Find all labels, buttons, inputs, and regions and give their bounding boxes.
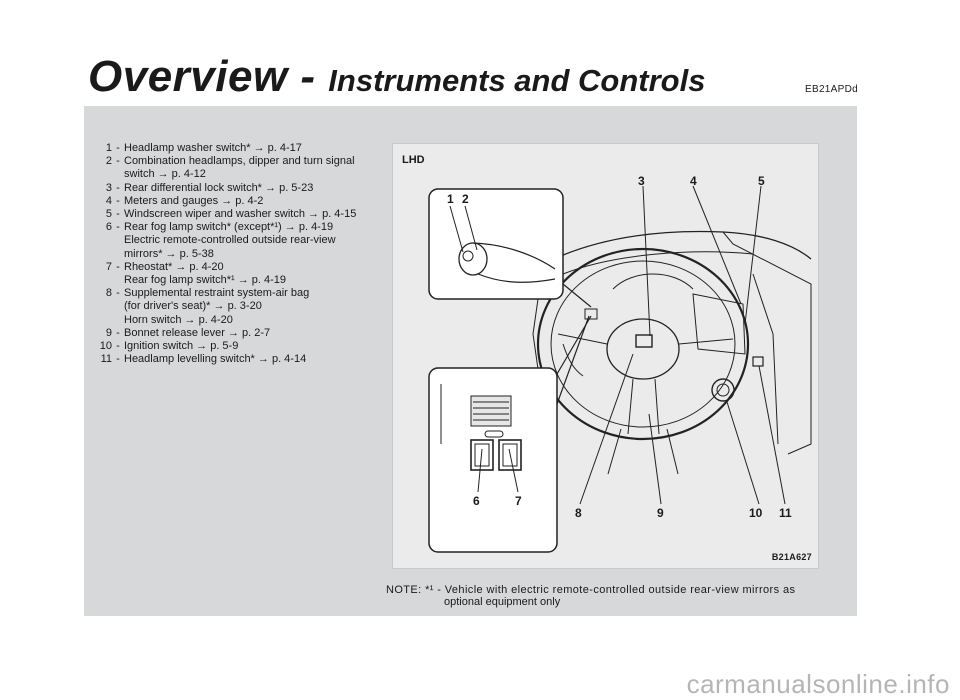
- list-item-text: [124, 195, 376, 208]
- list-item-line: Headlamp washer switch* → p. 4-17: [124, 142, 302, 154]
- callout-4: 4: [690, 174, 697, 188]
- callout-11: 11: [779, 506, 792, 520]
- figure-variant-label: LHD: [402, 154, 425, 166]
- list-item-text: [124, 340, 376, 353]
- list-item-number: 10: [99, 340, 112, 353]
- figure-code: B21A627: [771, 552, 812, 562]
- callout-9: 9: [657, 506, 664, 520]
- callout-8: 8: [575, 506, 582, 520]
- callout-1: 1: [447, 192, 454, 206]
- list-item-separator: -: [116, 221, 120, 234]
- list-item-separator: -: [116, 142, 120, 154]
- note: [386, 584, 846, 608]
- list-item: [90, 340, 376, 353]
- content-panel: [84, 106, 857, 616]
- list-item: [90, 261, 376, 287]
- list-item-text: [124, 221, 376, 261]
- list-item-number: 1: [105, 142, 112, 154]
- list-item-line: Rear fog lamp switch* (except*¹) → p. 4-19: [124, 221, 334, 234]
- list-item-number: 9: [105, 326, 112, 339]
- list-item-separator: -: [116, 353, 120, 366]
- callout-7: 7: [515, 494, 522, 508]
- list-item-text: [124, 353, 376, 366]
- list-item: [90, 221, 376, 261]
- item-list: [90, 142, 376, 366]
- list-item-line: Ignition switch → p. 5-9: [124, 340, 239, 353]
- note-line-1: NOTE: *¹ - Vehicle with electric remote-controlled outside rear-view mirrors as: [386, 584, 796, 596]
- page-title-main: Overview -: [88, 52, 329, 101]
- list-item: [90, 142, 376, 155]
- list-item-text: [124, 327, 376, 340]
- list-item-number: 2: [105, 155, 112, 168]
- list-item: [90, 287, 376, 327]
- list-item-number: 6: [105, 221, 112, 234]
- callout-10: 10: [749, 506, 763, 520]
- callout-3: 3: [638, 174, 645, 188]
- list-item-line: Rear fog lamp switch*¹ → p. 4-19: [124, 274, 287, 287]
- list-item-number: 5: [105, 208, 112, 221]
- list-item-line: switch → p. 4-12: [124, 168, 206, 181]
- list-item-text: [124, 208, 376, 221]
- callout-5: 5: [758, 174, 765, 188]
- list-item-separator: -: [116, 287, 120, 300]
- list-item-text: [124, 155, 376, 181]
- note-line-2: optional equipment only: [444, 596, 561, 608]
- list-item-text: [124, 261, 376, 287]
- list-item: [90, 195, 376, 208]
- list-item: [90, 327, 376, 340]
- list-item-line: Horn switch → p. 4-20: [124, 313, 233, 326]
- document-code: EB21APDd: [805, 84, 858, 95]
- dashboard-figure: [392, 143, 819, 569]
- list-item-line: Bonnet release lever → p. 2-7: [124, 326, 271, 339]
- list-item-separator: -: [116, 194, 120, 207]
- list-item-line: Windscreen wiper and washer switch → p. 4-15: [124, 208, 357, 221]
- list-item-number: 4: [105, 194, 112, 207]
- list-item-separator: -: [116, 326, 120, 339]
- list-item-line: Electric remote-controlled outside rear-view: [124, 234, 336, 247]
- list-item-separator: -: [116, 155, 120, 168]
- list-item-number: 3: [105, 181, 112, 194]
- list-item: [90, 353, 376, 366]
- list-item-separator: -: [116, 340, 120, 353]
- list-item-number: 8: [105, 287, 112, 300]
- list-item-line: Rear differential lock switch* → p. 5-23: [124, 181, 314, 194]
- list-item-line: Meters and gauges → p. 4-2: [124, 194, 264, 207]
- list-item-line: Rheostat* → p. 4-20: [124, 260, 224, 273]
- list-item-text: [124, 287, 376, 327]
- list-item-line: Combination headlamps, dipper and turn signal: [124, 155, 355, 168]
- list-item-line: (for driver's seat)* → p. 3-20: [124, 300, 262, 313]
- list-item-separator: -: [116, 181, 120, 194]
- list-item-number: 7: [105, 260, 112, 273]
- list-item-separator: -: [116, 260, 120, 273]
- list-item-line: Headlamp levelling switch* → p. 4-14: [124, 353, 307, 366]
- list-item-number: 11: [100, 353, 112, 366]
- list-item-line: Supplemental restraint system-air bag: [124, 287, 310, 300]
- list-item: [90, 208, 376, 221]
- list-item-separator: -: [116, 208, 120, 221]
- list-item: [90, 182, 376, 195]
- page-title: [88, 52, 705, 102]
- list-item-line: mirrors* → p. 5-38: [124, 247, 214, 260]
- callout-6: 6: [473, 494, 480, 508]
- list-item: [90, 155, 376, 181]
- callout-2: 2: [462, 192, 469, 206]
- list-item-text: [124, 142, 376, 155]
- watermark: carmanualsonline.info: [686, 669, 950, 699]
- page-title-sub: Instruments and Controls: [328, 63, 706, 98]
- list-item-text: [124, 182, 376, 195]
